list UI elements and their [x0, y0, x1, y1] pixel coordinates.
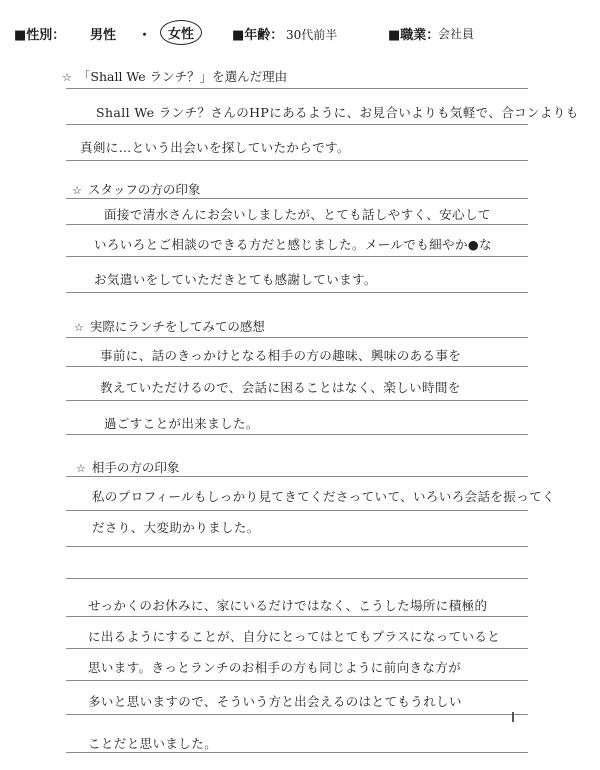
gender-label: ■性別：: [14, 28, 66, 43]
free-text-line: 多いと思いますので、そういう方と出会えるのはとてもうれしい: [88, 694, 462, 709]
section-heading-partner: [76, 458, 179, 476]
ruled-line: [66, 224, 528, 225]
answer-line: 教えていただけるので、会話に困ることはなく、楽しい時間を: [100, 380, 461, 395]
ruled-line: [66, 648, 528, 649]
free-text-line: 思います。きっとランチのお相手の方も同じように前向きな方が: [88, 660, 462, 675]
ruled-line: [66, 434, 528, 435]
ruled-line: [66, 124, 528, 125]
ruled-line: [66, 578, 528, 579]
ruled-line: [66, 256, 528, 257]
occupation-value: 会社員: [438, 27, 475, 41]
gender-male: 男性: [90, 28, 117, 43]
ruled-line: [66, 366, 528, 367]
heading-text: 「Shall We ランチ？」を選んだ理由: [77, 69, 288, 84]
ruled-line: [66, 337, 528, 338]
answer-line: 面接で清水さんにお会いしましたが、とても話しやすく、安心して: [104, 207, 491, 222]
ruled-line: [66, 616, 528, 617]
section-heading-staff: [72, 180, 200, 198]
age-value: 30代前半: [286, 28, 338, 42]
age-label: ■年齢：: [232, 28, 284, 43]
answer-line: ださり、大変助かりました。: [92, 520, 260, 535]
gender-female-circled: 女性: [160, 20, 202, 45]
free-text-line: ことだと思いました。: [88, 736, 218, 751]
pen-mark: [512, 712, 514, 722]
gender-separator: ・: [138, 28, 152, 43]
ruled-line: [66, 752, 528, 753]
section-heading-impression: [74, 317, 265, 335]
answer-line: 真剣に…という出会いを探していたからです。: [80, 140, 350, 155]
ruled-line: [66, 292, 528, 293]
ruled-line: [66, 476, 528, 477]
ruled-line: [66, 400, 528, 401]
answer-line: Shall We ランチ？さんのHPにあるように、お見合いよりも気軽で、合コンよりも: [96, 105, 579, 120]
answer-line: 私のプロフィールもしっかり見てきてくださっていて、いろいろ会話を振ってく: [92, 489, 555, 504]
occupation-label: ■職業：: [388, 28, 440, 43]
ruled-line: [66, 198, 528, 199]
heading-text: スタッフの方の印象: [87, 182, 201, 197]
star-icon: ☆: [62, 71, 72, 84]
free-text-line: に出るようにすることが、自分にとってはとてもプラスになっていると: [88, 629, 501, 644]
heading-text: 相手の方の印象: [91, 460, 180, 475]
free-text-line: せっかくのお休みに、家にいるだけではなく、こうした場所に積極的: [88, 598, 488, 613]
answer-line: お気遣いをしていただきとても感謝しています。: [94, 272, 377, 287]
profile-header: [14, 24, 584, 46]
ruled-line: [66, 680, 528, 681]
heading-text: 実際にランチをしてみての感想: [89, 319, 265, 334]
section-heading-reason: [62, 67, 287, 85]
answer-line: いろいろとご相談のできる方だと感じました。メールでも細やか●な: [94, 237, 493, 252]
star-icon: ☆: [74, 321, 84, 334]
ruled-line: [66, 546, 528, 547]
ruled-line: [66, 714, 528, 715]
ruled-line: [66, 160, 528, 161]
star-icon: ☆: [72, 184, 82, 197]
ruled-line: [66, 510, 528, 511]
answer-line: 過ごすことが出来ました。: [104, 416, 259, 431]
star-icon: ☆: [76, 462, 86, 475]
answer-line: 事前に、話のきっかけとなる相手の方の趣味、興味のある事を: [100, 348, 462, 363]
ruled-line: [66, 88, 528, 89]
